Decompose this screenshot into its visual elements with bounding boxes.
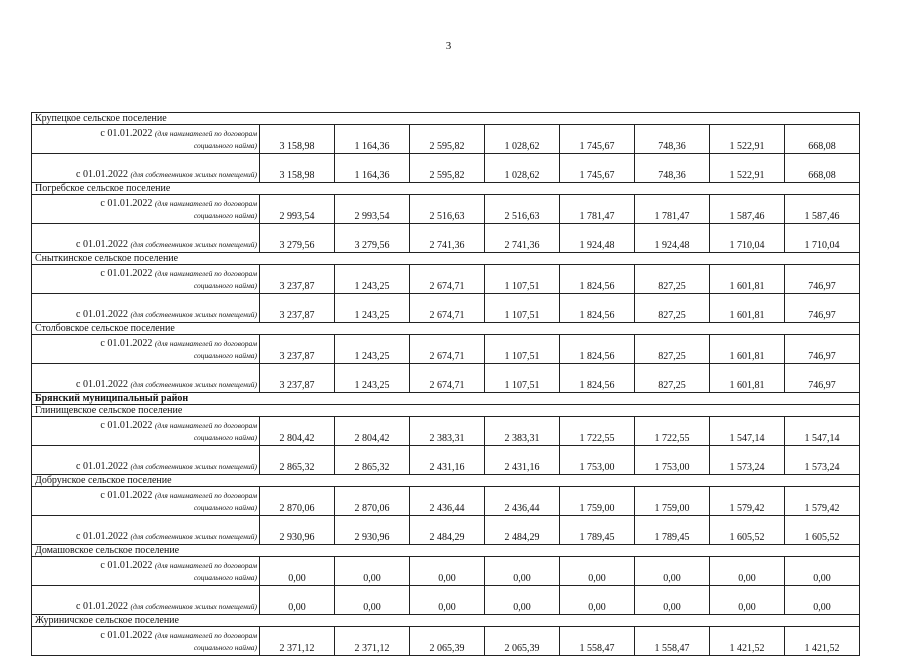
value-cell: 746,97 xyxy=(785,265,860,294)
value-cell: 746,97 xyxy=(785,294,860,323)
value-cell: 3 279,56 xyxy=(260,224,335,253)
date-label: с 01.01.2022 xyxy=(76,461,128,472)
value-cell: 1 547,14 xyxy=(785,417,860,446)
value-cell: 0,00 xyxy=(710,586,785,615)
value-cell: 2 371,12 xyxy=(335,627,410,656)
date-label: с 01.01.2022 xyxy=(76,239,128,250)
tariff-table xyxy=(31,112,860,656)
value-cell: 0,00 xyxy=(410,557,485,586)
value-cell: 746,97 xyxy=(785,335,860,364)
section-title: Журиничское сельское поселение xyxy=(32,615,860,627)
value-cell: 2 993,54 xyxy=(260,195,335,224)
section-row xyxy=(32,545,860,557)
value-cell: 1 745,67 xyxy=(560,154,635,183)
owners-note: (для собственников жилых помещений) xyxy=(130,602,257,611)
value-cell: 827,25 xyxy=(635,335,710,364)
value-cell: 1 824,56 xyxy=(560,265,635,294)
value-cell: 1 522,91 xyxy=(710,125,785,154)
date-label: с 01.01.2022 xyxy=(100,338,153,349)
date-label: с 01.01.2022 xyxy=(76,379,128,390)
section-title: Крупецкое сельское поселение xyxy=(32,113,860,125)
value-cell: 2 383,31 xyxy=(485,417,560,446)
value-cell: 1 601,81 xyxy=(710,335,785,364)
value-cell: 1 107,51 xyxy=(485,265,560,294)
row-label xyxy=(32,335,260,364)
value-cell: 0,00 xyxy=(785,557,860,586)
owners-note: (для собственников жилых помещений) xyxy=(130,240,257,249)
row-label xyxy=(32,557,260,586)
value-cell: 2 804,42 xyxy=(260,417,335,446)
section-row xyxy=(32,253,860,265)
value-cell: 3 237,87 xyxy=(260,335,335,364)
owners-row xyxy=(32,154,860,183)
value-cell: 2 431,16 xyxy=(485,446,560,475)
owners-note: (для собственников жилых помещений) xyxy=(130,310,257,319)
date-label: с 01.01.2022 xyxy=(76,601,128,612)
row-label xyxy=(32,195,260,224)
tenants-row xyxy=(32,125,860,154)
value-cell: 1 107,51 xyxy=(485,364,560,393)
value-cell: 1 164,36 xyxy=(335,125,410,154)
owners-note: (для собственников жилых помещений) xyxy=(130,380,257,389)
value-cell: 3 158,98 xyxy=(260,125,335,154)
value-cell: 1 587,46 xyxy=(785,195,860,224)
date-label: с 01.01.2022 xyxy=(100,268,153,279)
value-cell: 1 243,25 xyxy=(335,294,410,323)
value-cell: 1 722,55 xyxy=(560,417,635,446)
value-cell: 0,00 xyxy=(710,557,785,586)
tenants-note-2: социального найма) xyxy=(193,351,257,360)
value-cell: 1 601,81 xyxy=(710,294,785,323)
value-cell: 0,00 xyxy=(335,557,410,586)
value-cell: 1 028,62 xyxy=(485,154,560,183)
value-cell: 1 924,48 xyxy=(560,224,635,253)
value-cell: 2 674,71 xyxy=(410,265,485,294)
tenants-note-2: социального найма) xyxy=(193,433,257,442)
value-cell: 2 065,39 xyxy=(485,627,560,656)
tenants-note-2: социального найма) xyxy=(193,281,257,290)
tenants-row xyxy=(32,335,860,364)
tenants-note-1: (для нанимателей по договорам xyxy=(154,491,257,500)
value-cell: 1 824,56 xyxy=(560,294,635,323)
date-label: с 01.01.2022 xyxy=(100,560,153,571)
tenants-note-2: социального найма) xyxy=(193,503,257,512)
value-cell: 1 789,45 xyxy=(560,516,635,545)
section-row xyxy=(32,615,860,627)
value-cell: 0,00 xyxy=(485,586,560,615)
section-row xyxy=(32,475,860,487)
value-cell: 2 383,31 xyxy=(410,417,485,446)
owners-row xyxy=(32,224,860,253)
value-cell: 1 587,46 xyxy=(710,195,785,224)
district-title: Брянский муниципальный район xyxy=(32,393,860,405)
value-cell: 1 107,51 xyxy=(485,335,560,364)
value-cell: 1 605,52 xyxy=(710,516,785,545)
value-cell: 2 595,82 xyxy=(410,154,485,183)
value-cell: 2 065,39 xyxy=(410,627,485,656)
value-cell: 1 601,81 xyxy=(710,265,785,294)
value-cell: 3 237,87 xyxy=(260,265,335,294)
date-label: с 01.01.2022 xyxy=(100,420,153,431)
value-cell: 0,00 xyxy=(560,586,635,615)
value-cell: 1 710,04 xyxy=(710,224,785,253)
value-cell: 1 522,91 xyxy=(710,154,785,183)
value-cell: 1 107,51 xyxy=(485,294,560,323)
section-row xyxy=(32,405,860,417)
value-cell: 0,00 xyxy=(260,586,335,615)
owners-note: (для собственников жилых помещений) xyxy=(130,170,257,179)
date-label: с 01.01.2022 xyxy=(76,309,128,320)
section-row xyxy=(32,183,860,195)
value-cell: 1 164,36 xyxy=(335,154,410,183)
value-cell: 2 993,54 xyxy=(335,195,410,224)
tenants-row xyxy=(32,265,860,294)
owners-row xyxy=(32,364,860,393)
date-label: с 01.01.2022 xyxy=(76,531,128,542)
value-cell: 668,08 xyxy=(785,125,860,154)
value-cell: 2 930,96 xyxy=(260,516,335,545)
value-cell: 2 484,29 xyxy=(485,516,560,545)
value-cell: 2 674,71 xyxy=(410,364,485,393)
value-cell: 2 741,36 xyxy=(485,224,560,253)
value-cell: 2 870,06 xyxy=(335,487,410,516)
date-label: с 01.01.2022 xyxy=(100,128,153,139)
district-row xyxy=(32,393,860,405)
value-cell: 0,00 xyxy=(785,586,860,615)
value-cell: 1 710,04 xyxy=(785,224,860,253)
value-cell: 3 279,56 xyxy=(335,224,410,253)
value-cell: 668,08 xyxy=(785,154,860,183)
value-cell: 1 558,47 xyxy=(560,627,635,656)
section-title: Добрунское сельское поселение xyxy=(32,475,860,487)
value-cell: 2 484,29 xyxy=(410,516,485,545)
value-cell: 1 558,47 xyxy=(635,627,710,656)
tenants-note-1: (для нанимателей по договорам xyxy=(154,269,257,278)
value-cell: 1 573,24 xyxy=(785,446,860,475)
value-cell: 1 579,42 xyxy=(785,487,860,516)
row-label xyxy=(32,294,260,323)
value-cell: 1 579,42 xyxy=(710,487,785,516)
value-cell: 1 759,00 xyxy=(635,487,710,516)
row-label xyxy=(32,627,260,656)
section-row xyxy=(32,323,860,335)
row-label xyxy=(32,487,260,516)
date-label: с 01.01.2022 xyxy=(100,490,153,501)
value-cell: 1 753,00 xyxy=(560,446,635,475)
value-cell: 3 237,87 xyxy=(260,294,335,323)
value-cell: 2 741,36 xyxy=(410,224,485,253)
tenants-row xyxy=(32,417,860,446)
value-cell: 1 573,24 xyxy=(710,446,785,475)
owners-row xyxy=(32,586,860,615)
value-cell: 0,00 xyxy=(635,557,710,586)
value-cell: 748,36 xyxy=(635,125,710,154)
value-cell: 2 431,16 xyxy=(410,446,485,475)
value-cell: 1 421,52 xyxy=(710,627,785,656)
tenants-note-2: социального найма) xyxy=(193,573,257,582)
value-cell: 1 421,52 xyxy=(785,627,860,656)
section-title: Столбовское сельское поселение xyxy=(32,323,860,335)
row-label xyxy=(32,446,260,475)
row-label xyxy=(32,417,260,446)
value-cell: 0,00 xyxy=(560,557,635,586)
value-cell: 1 924,48 xyxy=(635,224,710,253)
value-cell: 1 759,00 xyxy=(560,487,635,516)
section-title: Погребское сельское поселение xyxy=(32,183,860,195)
value-cell: 3 158,98 xyxy=(260,154,335,183)
value-cell: 2 865,32 xyxy=(335,446,410,475)
tenants-note-2: социального найма) xyxy=(193,141,257,150)
value-cell: 1 824,56 xyxy=(560,335,635,364)
row-label xyxy=(32,586,260,615)
tenants-row xyxy=(32,627,860,656)
tenants-note-1: (для нанимателей по договорам xyxy=(154,631,257,640)
tenants-note-1: (для нанимателей по договорам xyxy=(154,129,257,138)
tenants-note-1: (для нанимателей по договорам xyxy=(154,421,257,430)
value-cell: 2 930,96 xyxy=(335,516,410,545)
section-title: Глинищевское сельское поселение xyxy=(32,405,860,417)
row-label xyxy=(32,154,260,183)
value-cell: 1 753,00 xyxy=(635,446,710,475)
value-cell: 1 601,81 xyxy=(710,364,785,393)
value-cell: 2 436,44 xyxy=(410,487,485,516)
tenants-row xyxy=(32,195,860,224)
value-cell: 2 865,32 xyxy=(260,446,335,475)
value-cell: 2 516,63 xyxy=(410,195,485,224)
value-cell: 827,25 xyxy=(635,364,710,393)
value-cell: 3 237,87 xyxy=(260,364,335,393)
value-cell: 0,00 xyxy=(335,586,410,615)
value-cell: 1 243,25 xyxy=(335,335,410,364)
value-cell: 746,97 xyxy=(785,364,860,393)
date-label: с 01.01.2022 xyxy=(100,198,153,209)
owners-note: (для собственников жилых помещений) xyxy=(130,532,257,541)
tenants-note-1: (для нанимателей по договорам xyxy=(154,199,257,208)
value-cell: 2 595,82 xyxy=(410,125,485,154)
value-cell: 1 789,45 xyxy=(635,516,710,545)
tenants-note-2: социального найма) xyxy=(193,211,257,220)
value-cell: 1 605,52 xyxy=(785,516,860,545)
value-cell: 748,36 xyxy=(635,154,710,183)
value-cell: 0,00 xyxy=(260,557,335,586)
page-number: 3 xyxy=(445,40,452,52)
owners-note: (для собственников жилых помещений) xyxy=(130,462,257,471)
tenants-row xyxy=(32,487,860,516)
row-label xyxy=(32,364,260,393)
value-cell: 0,00 xyxy=(485,557,560,586)
row-label xyxy=(32,265,260,294)
tenants-note-2: социального найма) xyxy=(193,643,257,652)
section-title: Сныткинское сельское поселение xyxy=(32,253,860,265)
owners-row xyxy=(32,446,860,475)
date-label: с 01.01.2022 xyxy=(100,630,153,641)
value-cell: 827,25 xyxy=(635,265,710,294)
row-label xyxy=(32,224,260,253)
value-cell: 0,00 xyxy=(635,586,710,615)
value-cell: 1 722,55 xyxy=(635,417,710,446)
value-cell: 827,25 xyxy=(635,294,710,323)
value-cell: 1 781,47 xyxy=(635,195,710,224)
value-cell: 2 674,71 xyxy=(410,294,485,323)
section-title: Домашовское сельское поселение xyxy=(32,545,860,557)
value-cell: 2 674,71 xyxy=(410,335,485,364)
value-cell: 1 824,56 xyxy=(560,364,635,393)
tenants-row xyxy=(32,557,860,586)
tenants-note-1: (для нанимателей по договорам xyxy=(154,339,257,348)
value-cell: 2 804,42 xyxy=(335,417,410,446)
value-cell: 2 371,12 xyxy=(260,627,335,656)
date-label: с 01.01.2022 xyxy=(76,169,128,180)
value-cell: 0,00 xyxy=(410,586,485,615)
value-cell: 2 870,06 xyxy=(260,487,335,516)
row-label xyxy=(32,125,260,154)
row-label xyxy=(32,516,260,545)
value-cell: 1 781,47 xyxy=(560,195,635,224)
owners-row xyxy=(32,294,860,323)
owners-row xyxy=(32,516,860,545)
value-cell: 2 516,63 xyxy=(485,195,560,224)
value-cell: 1 243,25 xyxy=(335,364,410,393)
value-cell: 1 745,67 xyxy=(560,125,635,154)
value-cell: 1 028,62 xyxy=(485,125,560,154)
tenants-note-1: (для нанимателей по договорам xyxy=(154,561,257,570)
value-cell: 1 243,25 xyxy=(335,265,410,294)
value-cell: 1 547,14 xyxy=(710,417,785,446)
section-row xyxy=(32,113,860,125)
value-cell: 2 436,44 xyxy=(485,487,560,516)
